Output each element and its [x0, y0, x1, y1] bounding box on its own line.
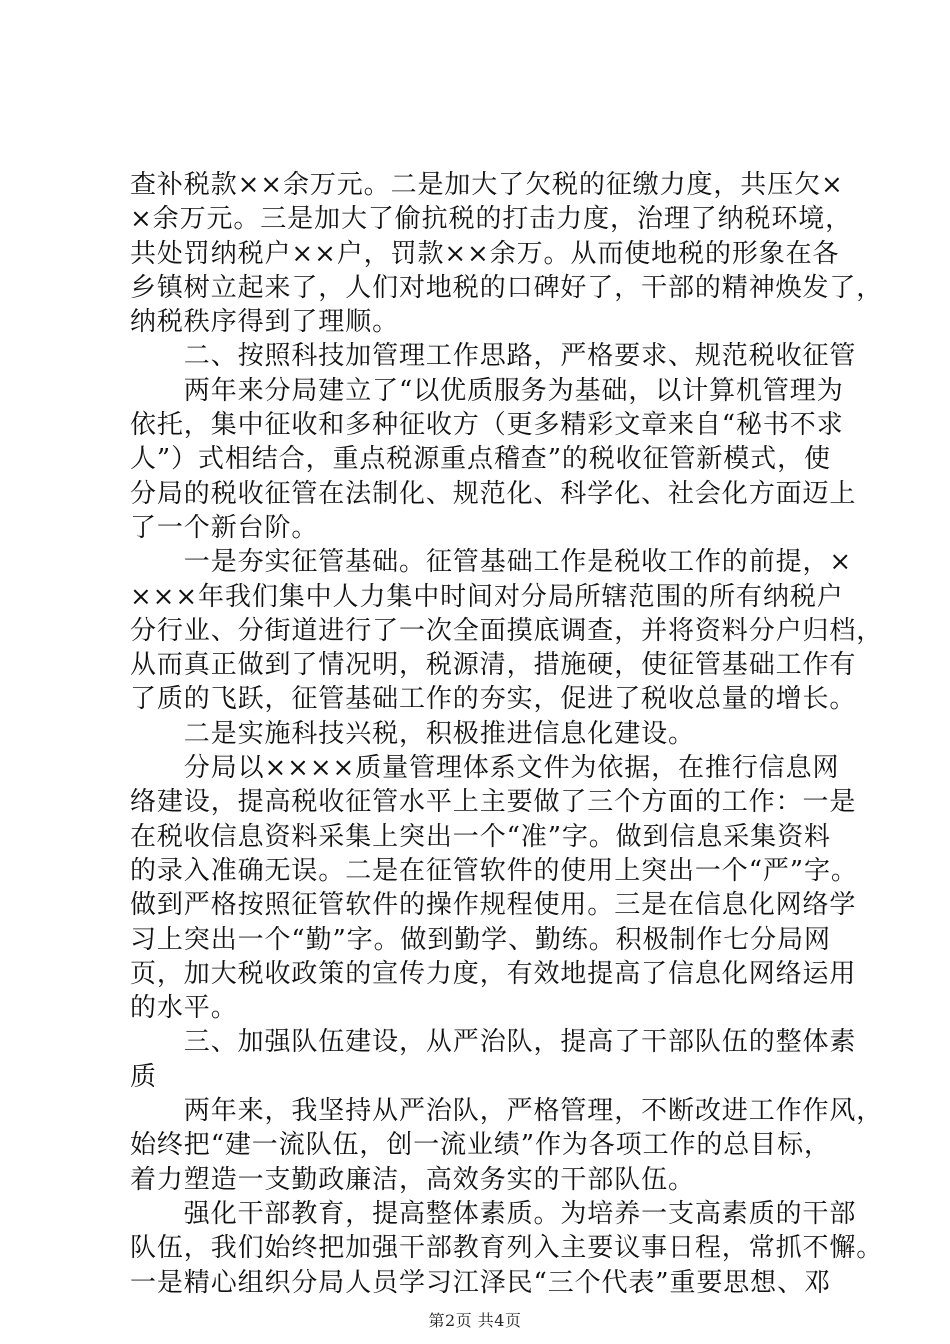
text-line: 两年来分局建立了“以优质服务为基础，以计算机管理为: [130, 375, 844, 406]
body-text: [130, 168, 884, 1300]
text-line: 两年来，我坚持从严治队，严格管理，不断改进工作作风，: [130, 1096, 884, 1127]
section-heading-3-cont: 质: [130, 1061, 157, 1092]
text-line: 分局的税收征管在法制化、规范化、科学化、社会化方面迈上: [130, 478, 857, 509]
text-line: 着力塑造一支勤政廉洁，高效务实的干部队伍。: [130, 1164, 695, 1195]
text-line: 始终把“建一流队伍，创一流业绩”作为各项工作的总目标，: [130, 1130, 831, 1161]
text-line: 的水平。: [130, 993, 238, 1024]
text-line: 页，加大税收政策的宣传力度，有效地提高了信息化网络运用: [130, 958, 857, 989]
text-line: 乡镇树立起来了，人们对地税的口碑好了，干部的精神焕发了，: [130, 272, 884, 303]
text-line: 做到严格按照征管软件的操作规程使用。三是在信息化网络学: [130, 890, 857, 921]
text-line: ×××年我们集中人力集中时间对分局所辖范围的所有纳税户: [130, 581, 844, 612]
text-line: 共处罚纳税户××户，罚款××余万。从而使地税的形象在各: [130, 238, 840, 269]
text-line: 络建设，提高税收征管水平上主要做了三个方面的工作：一是: [130, 787, 857, 818]
text-line: 队伍，我们始终把加强干部教育列入主要议事日程，常抓不懈。: [130, 1233, 884, 1264]
text-line: 纳税秩序得到了理顺。: [130, 307, 400, 338]
text-line: 分行业、分街道进行了一次全面摸底调查，并将资料分户归档，: [130, 615, 884, 646]
text-line: 的录入准确无误。二是在征管软件的使用上突出一个“严”字。: [130, 855, 858, 886]
text-line: 了一个新台阶。: [130, 512, 319, 543]
text-line: 一是夯实征管基础。征管基础工作是税收工作的前提，×: [130, 547, 853, 578]
text-line: 分局以××××质量管理体系文件为依据，在推行信息网: [130, 753, 840, 784]
section-heading-3: 三、加强队伍建设，从严治队，提高了干部队伍的整体素: [130, 1027, 857, 1058]
text-line: 依托，集中征收和多种征收方（更多精彩文章来自“秘书不求: [130, 410, 844, 441]
text-line: 人”）式相结合，重点税源重点稽查”的税收征管新模式，使: [130, 444, 831, 475]
text-line: 习上突出一个“勤”字。做到勤学、勤练。积极制作七分局网: [130, 924, 831, 955]
text-line: 二是实施科技兴税，积极推进信息化建设。: [130, 718, 695, 749]
text-line: 强化干部教育，提高整体素质。为培养一支高素质的干部: [130, 1198, 857, 1229]
text-line: 查补税款××余万元。二是加大了欠税的征缴力度，共压欠×: [130, 170, 844, 200]
text-line: ×余万元。三是加大了偷抗税的打击力度，治理了纳税环境，: [130, 204, 853, 235]
page-number: 第2页 共4页: [428, 1311, 522, 1330]
text-line: 了质的飞跃，征管基础工作的夯实，促进了税收总量的增长。: [130, 684, 857, 715]
text-line: 在税收信息资料采集上突出一个“准”字。做到信息采集资料: [130, 821, 831, 852]
page-footer: [0, 1308, 950, 1331]
section-heading-2: 二、按照科技加管理工作思路，严格要求、规范税收征管: [130, 341, 857, 372]
text-line: 一是精心组织分局人员学习江泽民“三个代表”重要思想、邓: [130, 1267, 831, 1298]
text-line: 从而真正做到了情况明，税源清，措施硬，使征管基础工作有: [130, 650, 857, 681]
